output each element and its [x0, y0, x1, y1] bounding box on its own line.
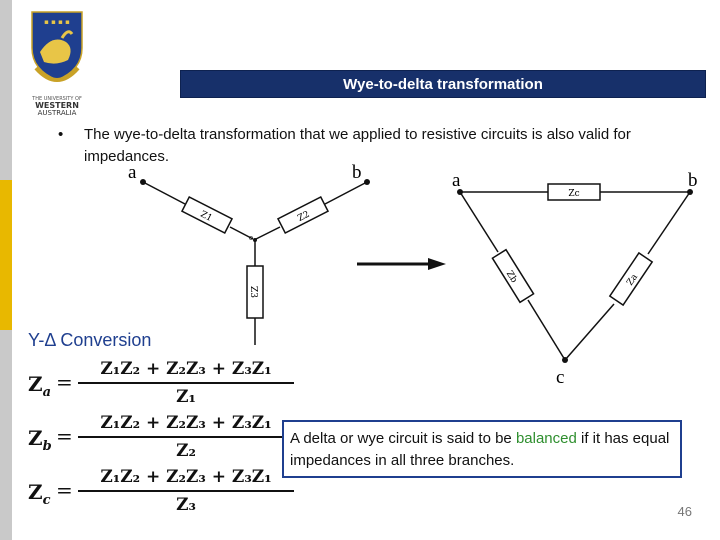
balanced-note-box	[282, 420, 682, 478]
formula-za-fraction	[78, 358, 294, 408]
formula-zb-denominator: Z₂	[176, 441, 196, 461]
label-z3: Z3	[248, 286, 258, 298]
delta-label-b: b	[688, 170, 698, 191]
logo-line-3: AUSTRALIA	[37, 109, 77, 116]
formula-zc-denominator: Z₃	[176, 495, 196, 515]
note-text-before: A delta or wye circuit is said to be	[290, 430, 516, 447]
conversion-heading: Y-Δ Conversion	[28, 330, 152, 350]
label-za: Za	[625, 272, 641, 288]
wye-node-o	[253, 238, 257, 242]
formula-zb-numerator: Z₁Z₂ + Z₂Z₃ + Z₃Z₁	[100, 413, 272, 433]
wye-node-b	[364, 179, 370, 185]
formula-zb-fraction	[78, 412, 294, 462]
label-zc: Zc	[568, 189, 580, 199]
delta-network	[452, 170, 698, 388]
resistor-z2	[278, 197, 328, 233]
formula-zb-lhs: $Z_b$	[28, 426, 52, 454]
note-text-after: if it has equal impedances in all three branches.	[290, 430, 670, 469]
logo-line-2: WESTERN	[35, 101, 79, 110]
delta-label-a: a	[452, 170, 461, 191]
fraction-bar	[78, 436, 294, 438]
label-z1: Z1	[198, 209, 214, 224]
slide-title-bar	[180, 70, 706, 98]
page-number: 46	[677, 504, 692, 519]
formula-zc-fraction	[78, 466, 294, 516]
balanced-note-text	[290, 428, 674, 472]
fraction-bar	[78, 382, 294, 384]
formula-za-lhs: $Z_a$	[28, 372, 52, 400]
wye-label-a: a	[128, 162, 137, 183]
logo-line-1: THE UNIVERSITY OF	[32, 96, 82, 102]
fraction-bar	[78, 490, 294, 492]
bullet-text: The wye-to-delta transformation that we applied to resistive circuits is also valid for impedances.	[84, 126, 631, 165]
note-highlight-balanced: balanced	[515, 430, 577, 447]
formula-za-numerator: Z₁Z₂ + Z₂Z₃ + Z₃Z₁	[100, 359, 272, 379]
resistor-zc	[548, 184, 600, 200]
resistor-z1	[182, 197, 232, 233]
university-logo	[22, 8, 92, 116]
wye-label-o: o	[249, 233, 253, 242]
label-z2: Z2	[296, 209, 312, 224]
resistor-za	[610, 253, 652, 305]
formula-zc-equals: =	[56, 478, 73, 502]
label-zb: Zb	[503, 269, 519, 285]
wye-label-b: b	[352, 162, 362, 183]
slide-title: Wye-to-delta transformation	[343, 76, 543, 93]
formula-za-denominator: Z₁	[176, 387, 196, 407]
delta-label-c: c	[556, 367, 565, 388]
formula-zc-numerator: Z₁Z₂ + Z₂Z₃ + Z₃Z₁	[100, 467, 272, 487]
delta-node-c	[562, 357, 568, 363]
resistor-z3	[247, 266, 263, 318]
transform-arrow	[357, 258, 446, 270]
svg-text:▪ ▪ ▪ ▪: ▪ ▪ ▪ ▪	[44, 18, 70, 26]
bullet-marker: •	[58, 126, 64, 143]
formula-za-equals: =	[56, 370, 73, 394]
wye-network	[128, 162, 370, 345]
formula-zc-lhs: $Z_c$	[28, 480, 51, 508]
wye-node-a	[140, 179, 146, 185]
formula-zb-equals: =	[56, 424, 73, 448]
resistor-zb	[492, 250, 533, 303]
circuit-diagram	[0, 150, 720, 390]
